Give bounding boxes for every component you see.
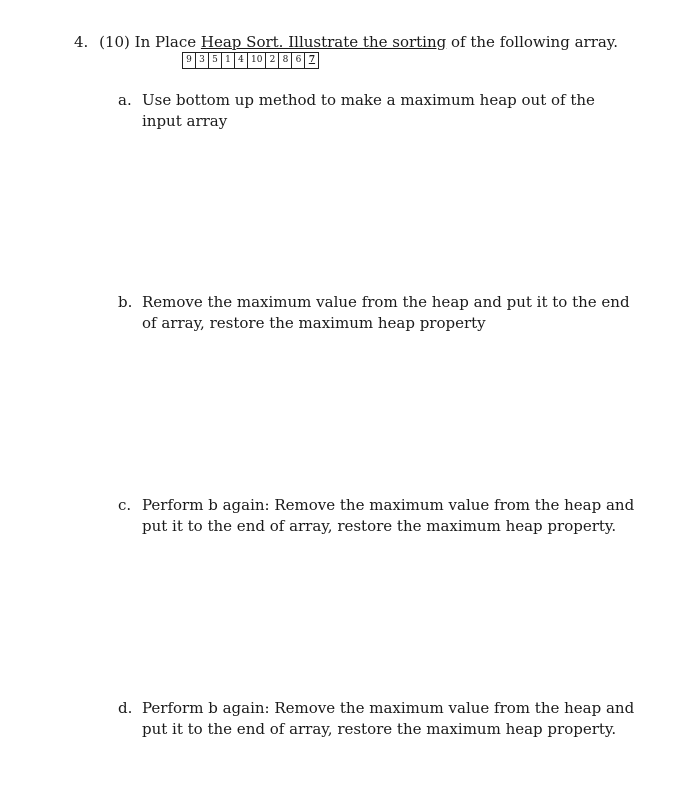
question-rest: of the following array. [451,33,619,51]
array-cell: 2 [266,53,279,68]
part-c [118,495,638,537]
part-label: a. [118,91,132,109]
part-text: Use bottom up method to make a maximum heap out of the input array [142,91,595,130]
part-b [118,292,638,334]
array-cell: 10 [248,53,266,68]
part-text: Perform b again: Remove the maximum value from the heap and put it to the end of array, restore the maximum heap property. [142,699,635,738]
question-points: (10) In Place [99,33,197,51]
part-a [118,90,638,132]
array-cell: 7 [308,55,316,65]
part-text: Remove the maximum value from the heap and put it to the end of array, restore the maximum heap property [142,293,630,332]
array-cell: 6 [292,53,305,68]
part-text: Perform b again: Remove the maximum value from the heap and put it to the end of array, restore the maximum heap property. [142,496,635,535]
part-label: b. [118,293,133,311]
array-cell: 1 [222,53,235,68]
array-cell: 5 [209,53,222,68]
array-cell: 3 [196,53,209,68]
part-d [118,698,638,740]
input-array [182,52,319,69]
array-cell: 8 [279,53,292,68]
part-label: d. [118,699,133,717]
part-label: c. [118,496,132,514]
array-cell: 9 [183,53,196,68]
array-cell: 4 [235,53,248,68]
question-heading [74,33,618,51]
question-number: 4. [74,33,89,51]
question-title: Heap Sort. Illustrate the sorting [200,33,447,51]
